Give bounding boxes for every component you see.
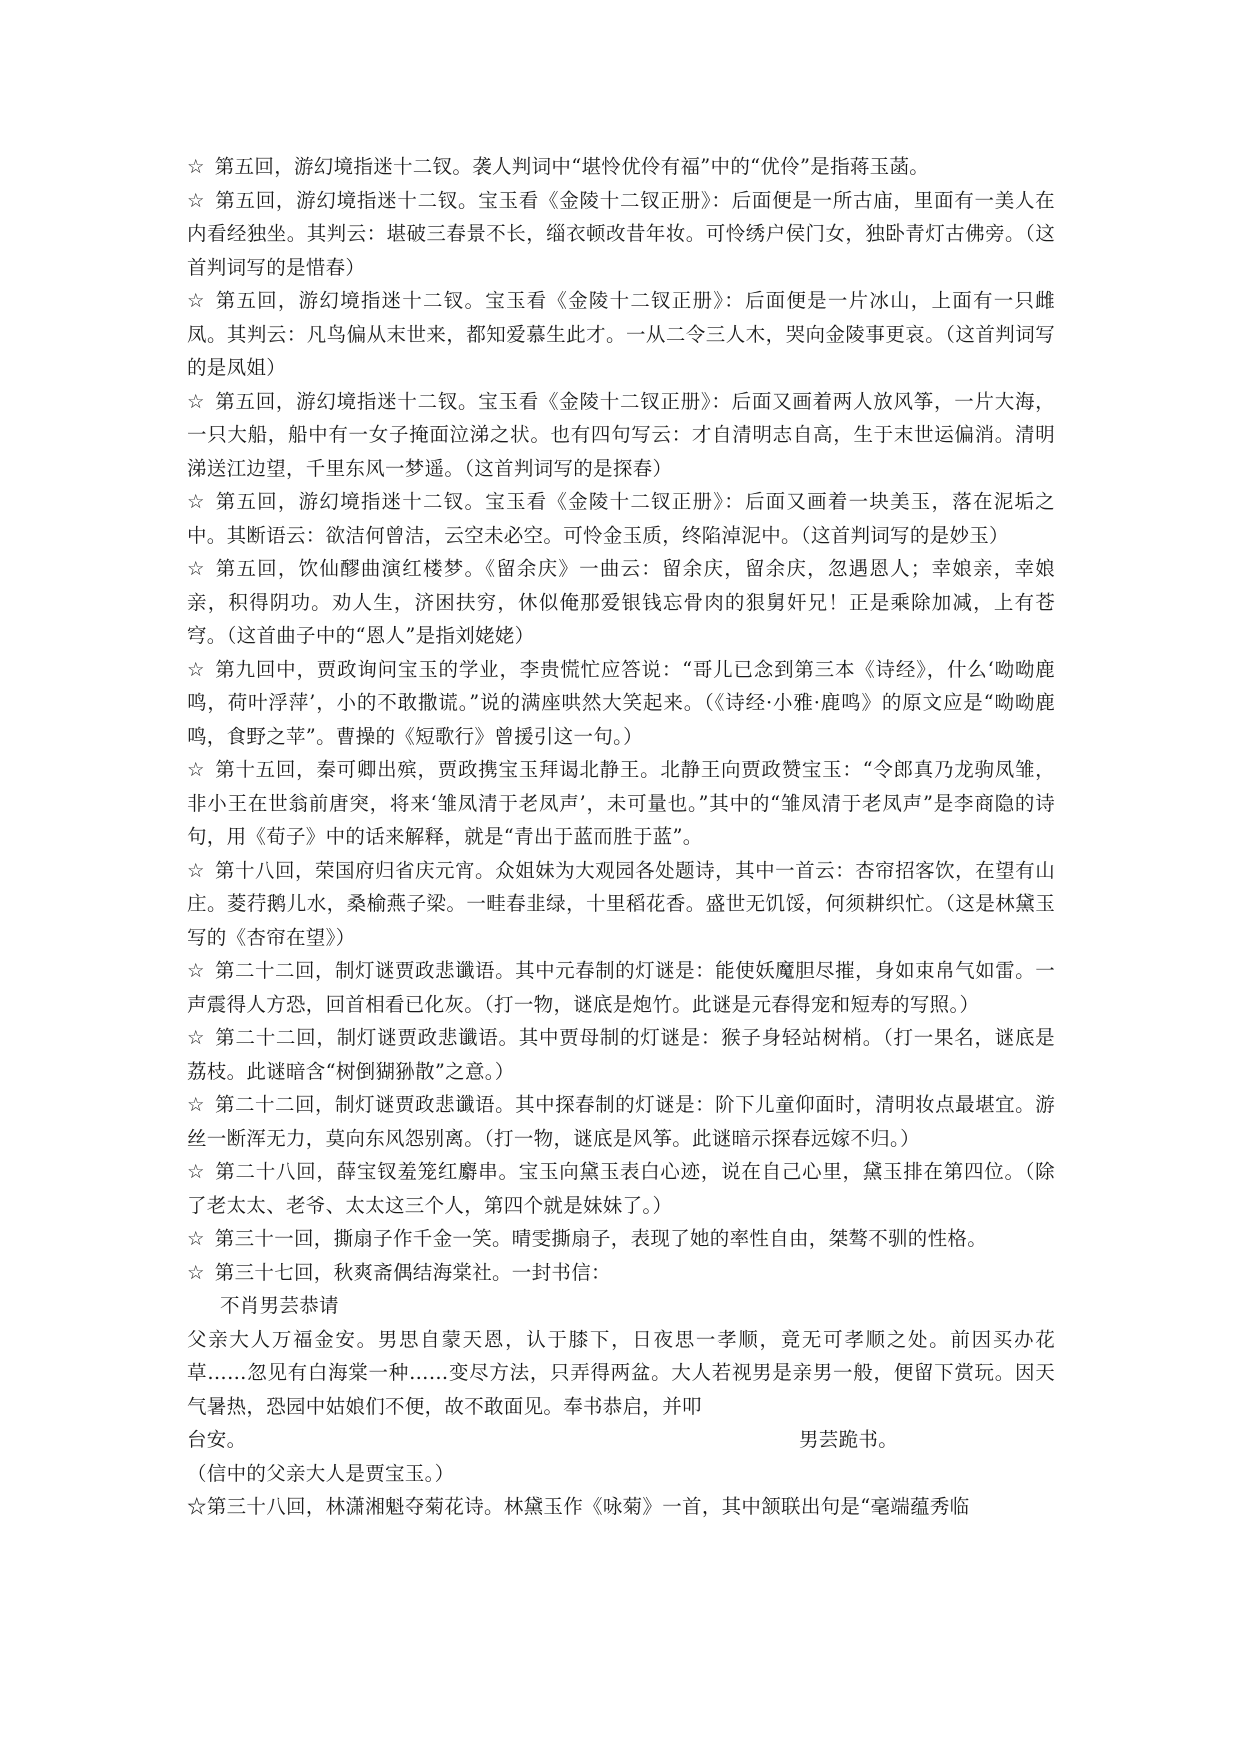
star-bullet: ☆ (187, 389, 206, 413)
entry-paragraph (187, 1490, 1055, 1524)
entry-text: 第九回中，贾政询问宝玉的学业，李贵慌忙应答说：“哥儿已念到第三本《诗经》，什么‘呦呦鹿鸣，荷叶浮萍’，小的不敢撒谎。”说的满座哄然大笑起来。（《诗经·小雅·鹿鸣》的原文应是“呦呦鹿鸣，食野之苹”。曹操的《短歌行》曾援引这一句。） (187, 657, 1055, 748)
entry-paragraph (187, 854, 1055, 955)
entry-text: 第三十八回，林潇湘魁夺菊花诗。林黛玉作《咏菊》一首，其中颔联出句是“毫端蕴秀临 (206, 1495, 970, 1518)
letter-note: （信中的父亲大人是贾宝玉。） (187, 1461, 455, 1485)
entry-paragraph (187, 1021, 1055, 1088)
letter-salutation: 不肖男芸恭请 (220, 1294, 339, 1317)
entry-paragraph (187, 184, 1055, 285)
star-bullet: ☆ (187, 289, 206, 312)
star-bullet: ☆ (187, 1026, 206, 1049)
star-bullet: ☆ (187, 1495, 207, 1518)
star-bullet: ☆ (187, 155, 205, 178)
entry-paragraph (187, 284, 1055, 385)
entry-text: 第五回，游幻境指迷十二钗。宝玉看《金陵十二钗正册》：后面便是一所古庙，里面有一美人在内看经独坐。其判云：堪破三春景不长，缁衣顿改昔年妆。可怜绣户侯门女，独卧青灯古佛旁。（这首判词写的是惜春） (187, 188, 1055, 279)
star-bullet: ☆ (187, 1093, 205, 1116)
star-bullet: ☆ (187, 657, 206, 681)
star-bullet: ☆ (187, 1160, 206, 1183)
entry-paragraph (187, 1088, 1055, 1155)
entry-text: 第五回，游幻境指迷十二钗。宝玉看《金陵十二钗正册》：后面便是一片冰山，上面有一只雌凤。其判云：凡鸟偏从末世来，都知爱慕生此才。一从二令三人木，哭向金陵事更哀。（这首判词写的是凤姐） (187, 289, 1055, 379)
entry-text: 第五回，饮仙醪曲演红楼梦。《留余庆》一曲云：留余庆，留余庆，忽遇恩人；幸娘亲，幸娘亲，积得阴功。劝人生，济困扶穷，休似俺那爱银钱忘骨肉的狠舅奸兄！正是乘除加减，上有苍穹。（这首曲子中的“恩人”是指刘姥姥） (187, 557, 1055, 647)
letter-closing-left: 台安。 (187, 1428, 247, 1451)
letter-closing-row (187, 1423, 1055, 1457)
star-bullet: ☆ (187, 959, 205, 982)
entry-paragraph (187, 1256, 1055, 1290)
entry-text: 第十五回，秦可卿出殡，贾政携宝玉拜谒北静王。北静王向贾政赞宝玉：“令郎真乃龙驹凤雏，非小王在世翁前唐突，将来‘雏凤清于老凤声’，未可量也。”其中的“雏凤清于老凤声”是李商隐的诗句，用《荀子》中的话来解释，就是“青出于蓝而胜于蓝”。 (187, 758, 1055, 848)
star-bullet: ☆ (187, 858, 205, 882)
entry-text: 第五回，游幻境指迷十二钗。袭人判词中“堪怜优伶有福”中的“优伶”是指蒋玉菡。 (214, 155, 930, 178)
star-bullet: ☆ (187, 1227, 205, 1250)
entry-paragraph (187, 552, 1055, 653)
star-bullet: ☆ (187, 758, 206, 781)
entry-paragraph (187, 485, 1055, 552)
entry-paragraph (187, 385, 1055, 486)
star-bullet: ☆ (187, 490, 206, 513)
letter-body: 父亲大人万福金安。男思自蒙天恩，认于膝下，日夜思一孝顺，竟无可孝顺之处。前因买办花草……忽见有白海棠一种……变尽方法，只弄得两盆。大人若视男是亲男一般，便留下赏玩。因天气暑热，恐园中姑娘们不便，故不敢面见。奉书恭启，并叩 (187, 1327, 1055, 1418)
entry-paragraph (187, 150, 1055, 184)
entry-text: 第二十二回，制灯谜贾政悲谶语。其中贾母制的灯谜是：猴子身轻站树梢。（打一果名，谜底是荔枝。此谜暗含“树倒猢狲散”之意。） (187, 1026, 1055, 1083)
star-bullet: ☆ (187, 557, 206, 580)
entry-text: 第十八回，荣国府归省庆元宵。众姐妹为大观园各处题诗，其中一首云：杏帘招客饮，在望有山庄。菱荇鹅儿水，桑榆燕子梁。一畦春韭绿，十里稻花香。盛世无饥馁，何须耕织忙。（这是林黛玉写的《杏帘在望》） (187, 858, 1055, 949)
entry-text: 第三十七回，秋爽斋偶结海棠社。一封书信： (214, 1260, 611, 1284)
entry-paragraph (187, 1155, 1055, 1222)
entry-paragraph (187, 753, 1055, 854)
entry-text: 第二十八回，薛宝钗羞笼红麝串。宝玉向黛玉表白心迹，说在自己心里，黛玉排在第四位。（除了老太太、老爷、太太这三个人，第四个就是妹妹了。） (187, 1160, 1055, 1217)
entry-text: 第五回，游幻境指迷十二钗。宝玉看《金陵十二钗正册》：后面又画着两人放风筝，一片大海，一只大船，船中有一女子掩面泣涕之状。也有四句写云：才自清明志自高，生于末世运偏消。清明涕送江边望，千里东风一梦遥。（这首判词写的是探春） (187, 389, 1055, 480)
entry-text: 第三十一回，撕扇子作千金一笑。晴雯撕扇子，表现了她的率性自由，桀骜不驯的性格。 (214, 1227, 987, 1250)
star-bullet: ☆ (187, 188, 206, 212)
entry-paragraph (187, 653, 1055, 754)
document-page (187, 150, 1055, 1524)
entry-text: 第五回，游幻境指迷十二钗。宝玉看《金陵十二钗正册》：后面又画着一块美玉，落在泥垢之中。其断语云：欲洁何曾洁，云空未必空。可怜金玉质，终陷淖泥中。（这首判词写的是妙玉） (187, 490, 1055, 547)
entry-text: 第二十二回，制灯谜贾政悲谶语。其中元春制的灯谜是：能使妖魔胆尽摧，身如束帛气如雷。一声震得人方恐，回首相看已化灰。（打一物，谜底是炮竹。此谜是元春得宠和短寿的写照。） (187, 959, 1055, 1016)
letter-signature: 男芸跪书。 (799, 1428, 899, 1451)
entry-text: 第二十二回，制灯谜贾政悲谶语。其中探春制的灯谜是：阶下儿童仰面时，清明妆点最堪宜。游丝一断浑无力，莫向东风怨别离。（打一物，谜底是风筝。此谜暗示探春远嫁不归。） (187, 1093, 1055, 1150)
star-bullet: ☆ (187, 1260, 205, 1284)
entry-paragraph (187, 954, 1055, 1021)
entry-paragraph (187, 1222, 1055, 1256)
